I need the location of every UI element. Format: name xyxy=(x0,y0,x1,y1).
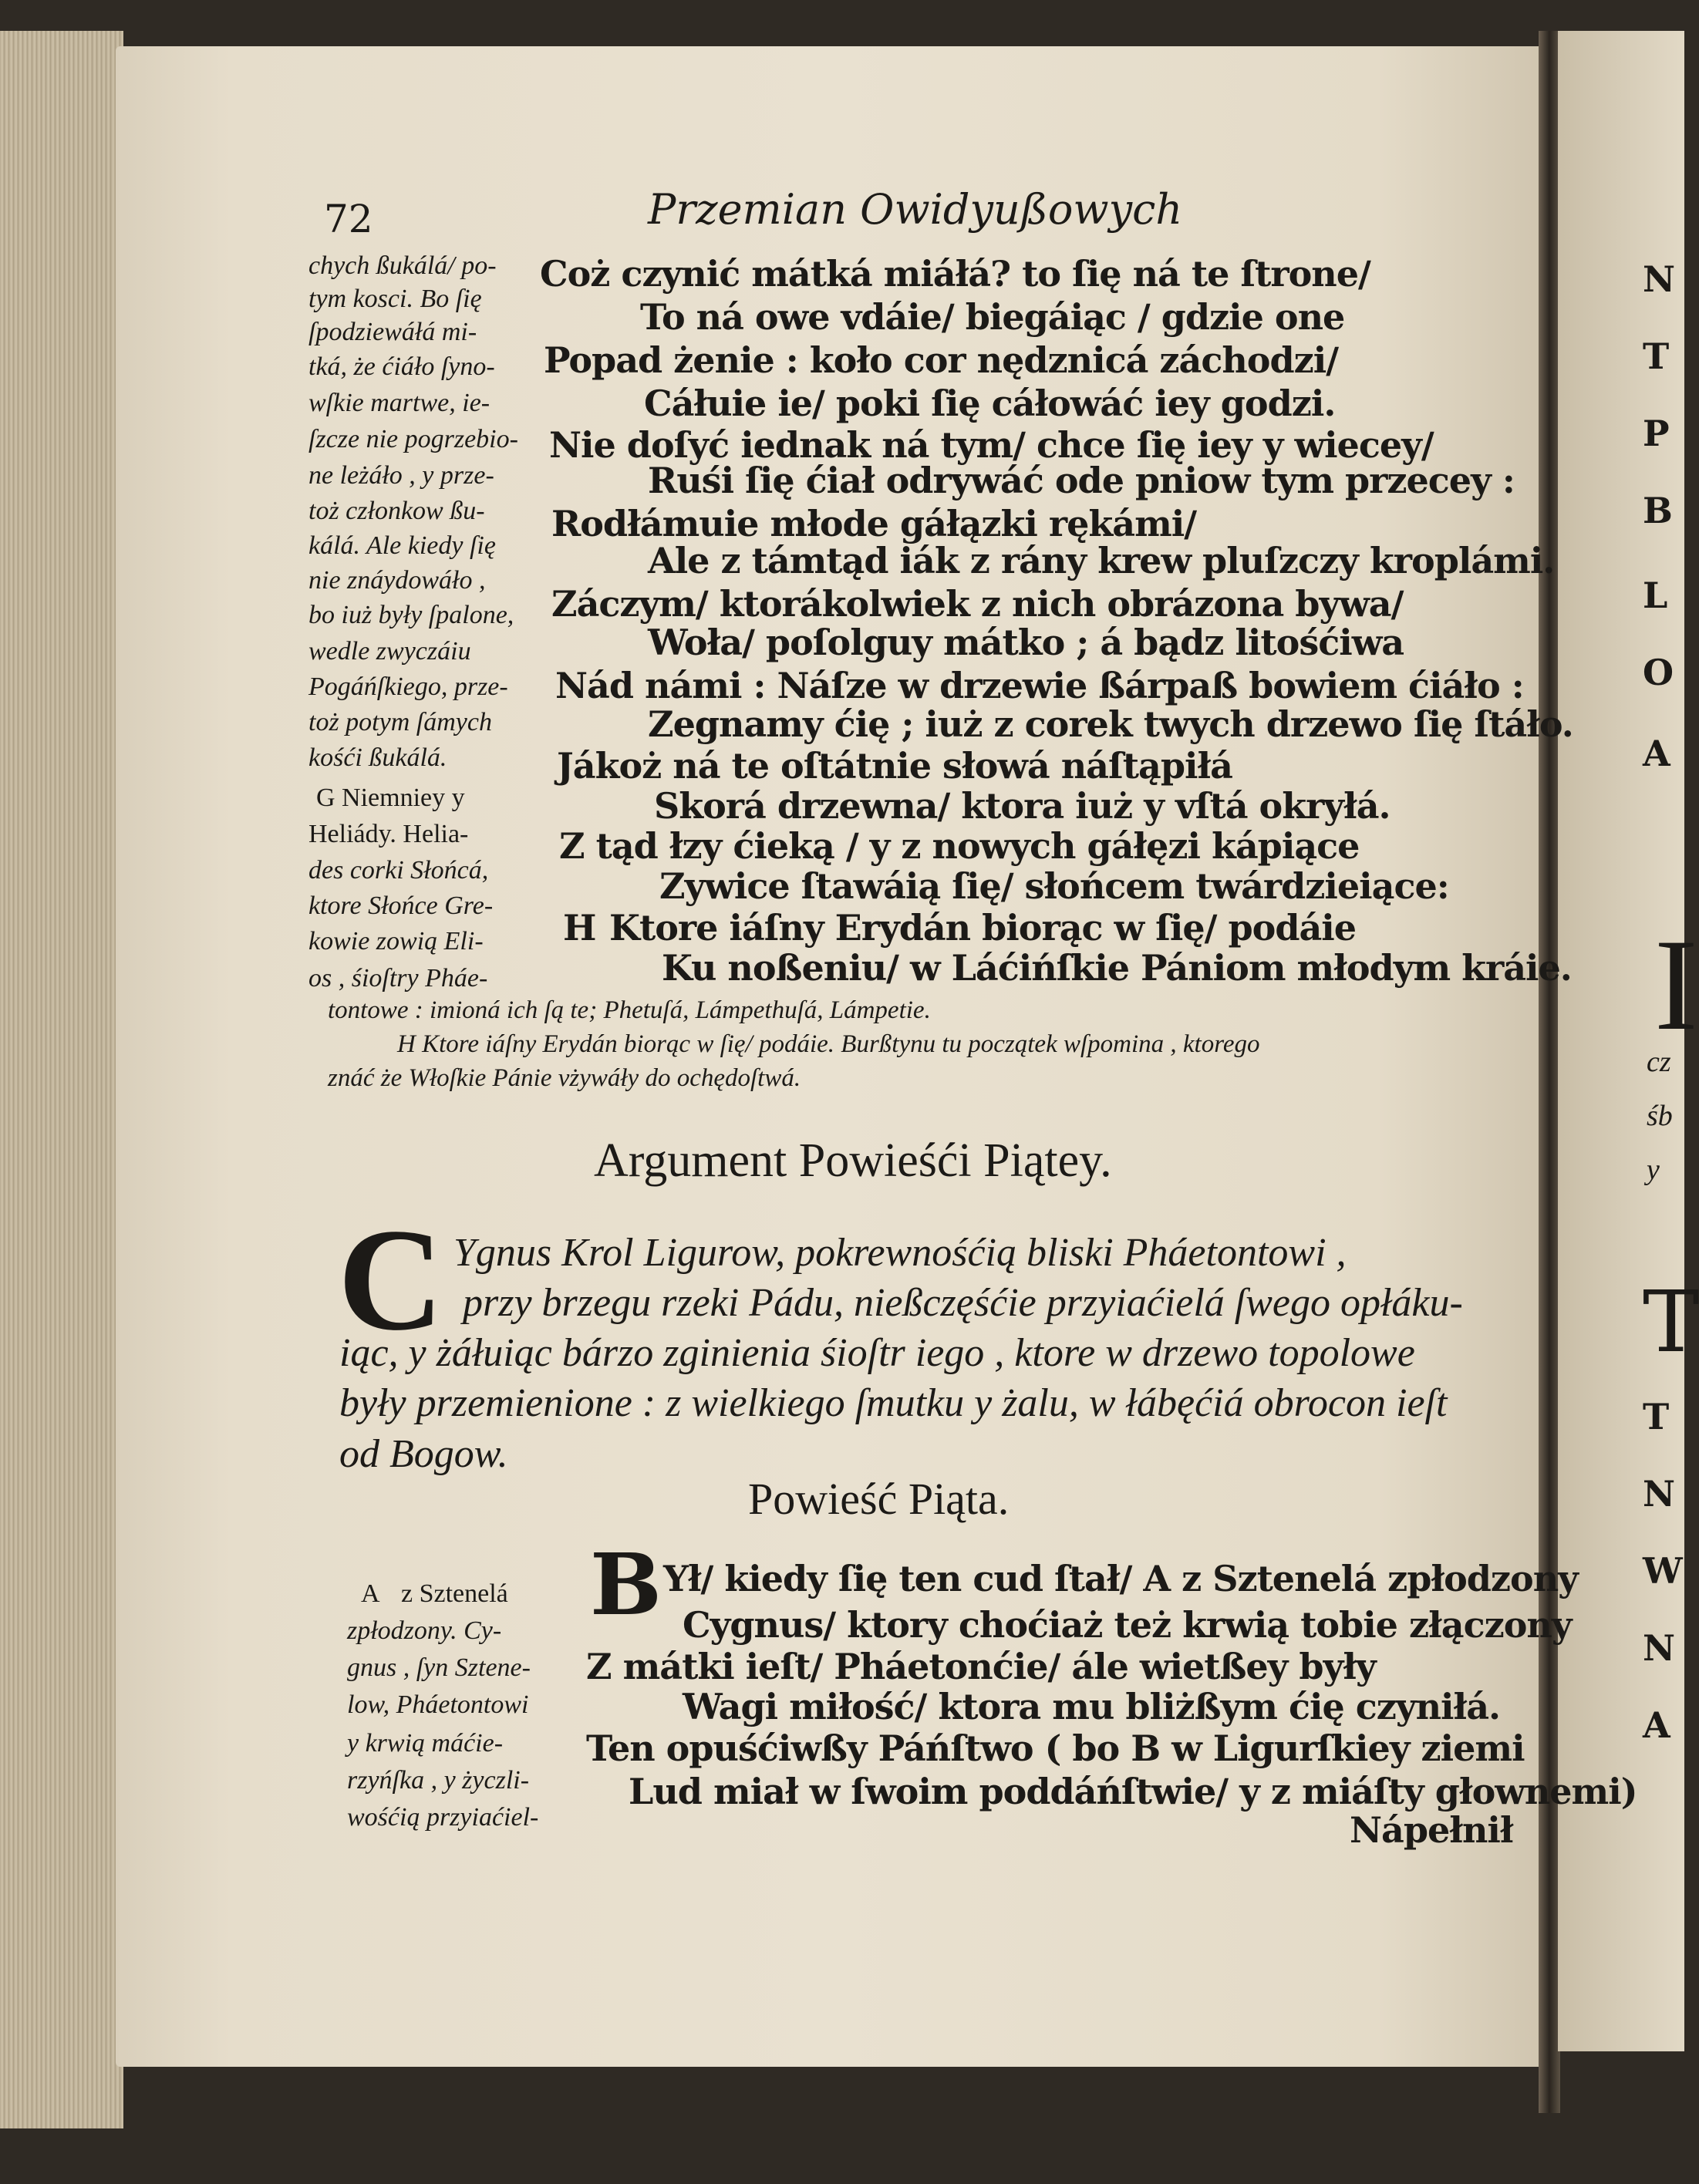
verse-line: Popad żenie : koło cor nędznicá záchodzi/ xyxy=(544,339,1339,381)
verse-line: To ná owe vdáie/ biegáiąc / gdzie one xyxy=(640,296,1345,338)
note-line: H Ktore iáſny Erydán biorąc w ſię/ podáie. Burßtynu tu początek wſpomina , ktorego xyxy=(397,1030,1260,1058)
tale-heading: Powieść Piąta. xyxy=(748,1474,1010,1524)
facing-letter: A xyxy=(1643,1704,1670,1746)
verse-line: Ył/ kiedy ſię ten cud ſtał/ A z Sztenelá zpłodzony xyxy=(663,1558,1578,1599)
verse-line: Ku noßeniu/ w Láćińſkie Pániom młodym kráie. xyxy=(662,947,1572,989)
facing-letter: N xyxy=(1643,258,1676,300)
gloss-line: Pogáńſkiego, prze- xyxy=(308,672,508,701)
gloss-line: ſzcze nie pogrzebio- xyxy=(308,425,518,453)
facing-letter: O xyxy=(1643,652,1674,693)
facing-letter: N xyxy=(1643,1473,1676,1515)
drop-cap-b: B xyxy=(590,1535,662,1634)
gloss-line: ſpodziewáłá mi- xyxy=(308,318,477,346)
verse-line: Nád námi : Náſze w drzewie ßárpaß bowiem ćiáło : xyxy=(555,665,1524,706)
gloss-line: zpłodzony. Cy- xyxy=(347,1616,502,1645)
facing-letter: N xyxy=(1643,1627,1676,1669)
gloss-line: gnus , ſyn Sztene- xyxy=(347,1653,531,1682)
gloss-line: G Niemniey y xyxy=(316,784,465,812)
running-title: Przemian Owidyußowych xyxy=(648,185,1183,234)
book-edge-left xyxy=(0,31,123,2128)
verse-line: Zywice ſtawáią ſię/ słońcem twárdzieiące: xyxy=(659,865,1449,907)
facing-big-letter: I xyxy=(1654,912,1698,1057)
argument-line: Ygnus Krol Ligurow, pokrewnośćią bliski Pháetontowi , xyxy=(453,1231,1347,1275)
facing-letter: T xyxy=(1643,1272,1699,1371)
gloss-line: low, Pháetontowi xyxy=(347,1690,529,1719)
facing-letter: P xyxy=(1643,413,1670,454)
verse-line: Zegnamy ćię ; iuż z corek twych drzewo ſię ſtáło. xyxy=(648,703,1573,745)
verse-line: Z mátki ieſt/ Pháetonćie/ ále wietßey były xyxy=(586,1646,1376,1687)
verse-line: Woła/ poſolguy mátko ; á bądz litośćiwa xyxy=(648,622,1404,663)
argument-line: były przemienione : z wielkiego ſmutku y żalu, w łábęćiá obrocon ieſt xyxy=(339,1381,1448,1425)
verse-line: Záczym/ ktorákolwiek z nich obrázona bywa/ xyxy=(551,583,1404,625)
gloss-line: wſkie martwe, ie- xyxy=(308,389,490,417)
verse-line: Lud miał w ſwoim poddáńſtwie/ y z miáſty głownemi) xyxy=(629,1771,1637,1812)
argument-line: przy brzegu rzeki Pádu, nießczęśćie przyiaćielá ſwego opłáku- xyxy=(463,1281,1463,1325)
verse-line: Ten opuśćiwßy Páńſtwo ( bo B w Ligurſkiey ziemi xyxy=(586,1727,1525,1769)
gloss-line: tym kosci. Bo ſię xyxy=(308,285,482,313)
facing-letter: T xyxy=(1643,335,1670,377)
note-line: tontowe : imioná ich ſą te; Phetuſá, Lámpethuſá, Lámpetie. xyxy=(328,996,931,1024)
gloss-line: nie znáydowáło , xyxy=(308,566,486,595)
gloss-line: y krwią máćie- xyxy=(347,1729,504,1758)
gloss-marker-a: A xyxy=(361,1579,380,1608)
verse-line: Jákoż ná te oſtátnie słowá náſtąpiłá xyxy=(557,745,1232,787)
facing-letter: W xyxy=(1643,1550,1683,1592)
facing-small-text: cz xyxy=(1647,1046,1671,1078)
page-number: 72 xyxy=(324,197,373,241)
facing-letter: A xyxy=(1643,733,1670,774)
drop-cap-c: C xyxy=(338,1199,444,1361)
gloss-line: rzyńſka , y życzli- xyxy=(347,1766,530,1795)
gloss-line: toż potym ſámych xyxy=(308,708,492,736)
gloss-line: kálá. Ale kiedy ſię xyxy=(308,531,496,560)
argument-heading: Argument Powieśći Piątey. xyxy=(594,1134,1112,1187)
catchword: Nápełnił xyxy=(1350,1809,1513,1851)
verse-line: Z tąd łzy ćieką / y z nowych gáłęzi kápiące xyxy=(559,825,1360,867)
verse-line: Skorá drzewna/ ktora iuż y vſtá okryłá. xyxy=(654,785,1391,827)
verse-line: Rodłámuie młode gáłązki rękámi/ xyxy=(551,503,1197,544)
gloss-line: wośćią przyiaćiel- xyxy=(347,1803,539,1832)
verse-line: Ktore iáſny Erydán biorąc w ſię/ podáie xyxy=(609,907,1357,949)
gloss-line: ktore Słońce Gre- xyxy=(308,891,494,920)
gloss-line: toż członkow ßu- xyxy=(308,497,485,525)
verse-marker-h: H xyxy=(563,907,596,949)
note-line: znáć że Włoſkie Pánie vżywáły do ochędoſtwá. xyxy=(328,1064,801,1092)
verse-line: Ruśi ſię ćiał odrywáć ode pniow tym przecey : xyxy=(648,460,1515,501)
verse-line: Wagi miłość/ ktora mu bliżßym ćię czyniłá. xyxy=(683,1686,1501,1727)
facing-letter: T xyxy=(1643,1396,1670,1437)
gloss-line: des corki Słońcá, xyxy=(308,856,489,885)
gloss-line: bo iuż były ſpalone, xyxy=(308,601,514,629)
gloss-line: z Sztenelá xyxy=(401,1579,508,1608)
facing-small-text: śb xyxy=(1647,1100,1673,1132)
gloss-line: Heliády. Helia- xyxy=(308,820,469,848)
facing-small-text: y xyxy=(1647,1154,1660,1186)
gloss-line: os , śioſtry Pháe- xyxy=(308,964,488,993)
verse-line: Coż czynić mátká miáłá? to ſię ná te ſtrone/ xyxy=(540,253,1370,295)
verse-line: Cygnus/ ktory choćiaż też krwią tobie złączony xyxy=(683,1604,1572,1646)
verse-line: Cáłuie ie/ poki ſię cáłowáć iey godzi. xyxy=(644,383,1336,424)
gloss-line: chych ßukálá/ po- xyxy=(308,251,497,280)
verse-line: Ale z támtąd iák z rány krew pluſzczy kroplámi. xyxy=(648,540,1555,581)
argument-line: od Bogow. xyxy=(339,1432,508,1476)
gloss-line: wedle zwyczáiu xyxy=(308,637,471,666)
gloss-line: kowie zowią Eli- xyxy=(308,927,484,956)
verse-line: Nie doſyć iednak ná tym/ chce ſię iey y wiecey/ xyxy=(549,424,1434,466)
facing-letter: B xyxy=(1643,490,1673,531)
facing-letter: L xyxy=(1643,575,1668,616)
gloss-line: ne leżáło , y prze- xyxy=(308,461,494,490)
gloss-line: tká, że ćiáło ſyno- xyxy=(308,352,495,381)
argument-line: iąc, y żáłuiąc bárzo zginienia śioſtr iego , ktore w drzewo topolowe xyxy=(339,1331,1415,1375)
gloss-line: kośći ßukálá. xyxy=(308,743,447,772)
